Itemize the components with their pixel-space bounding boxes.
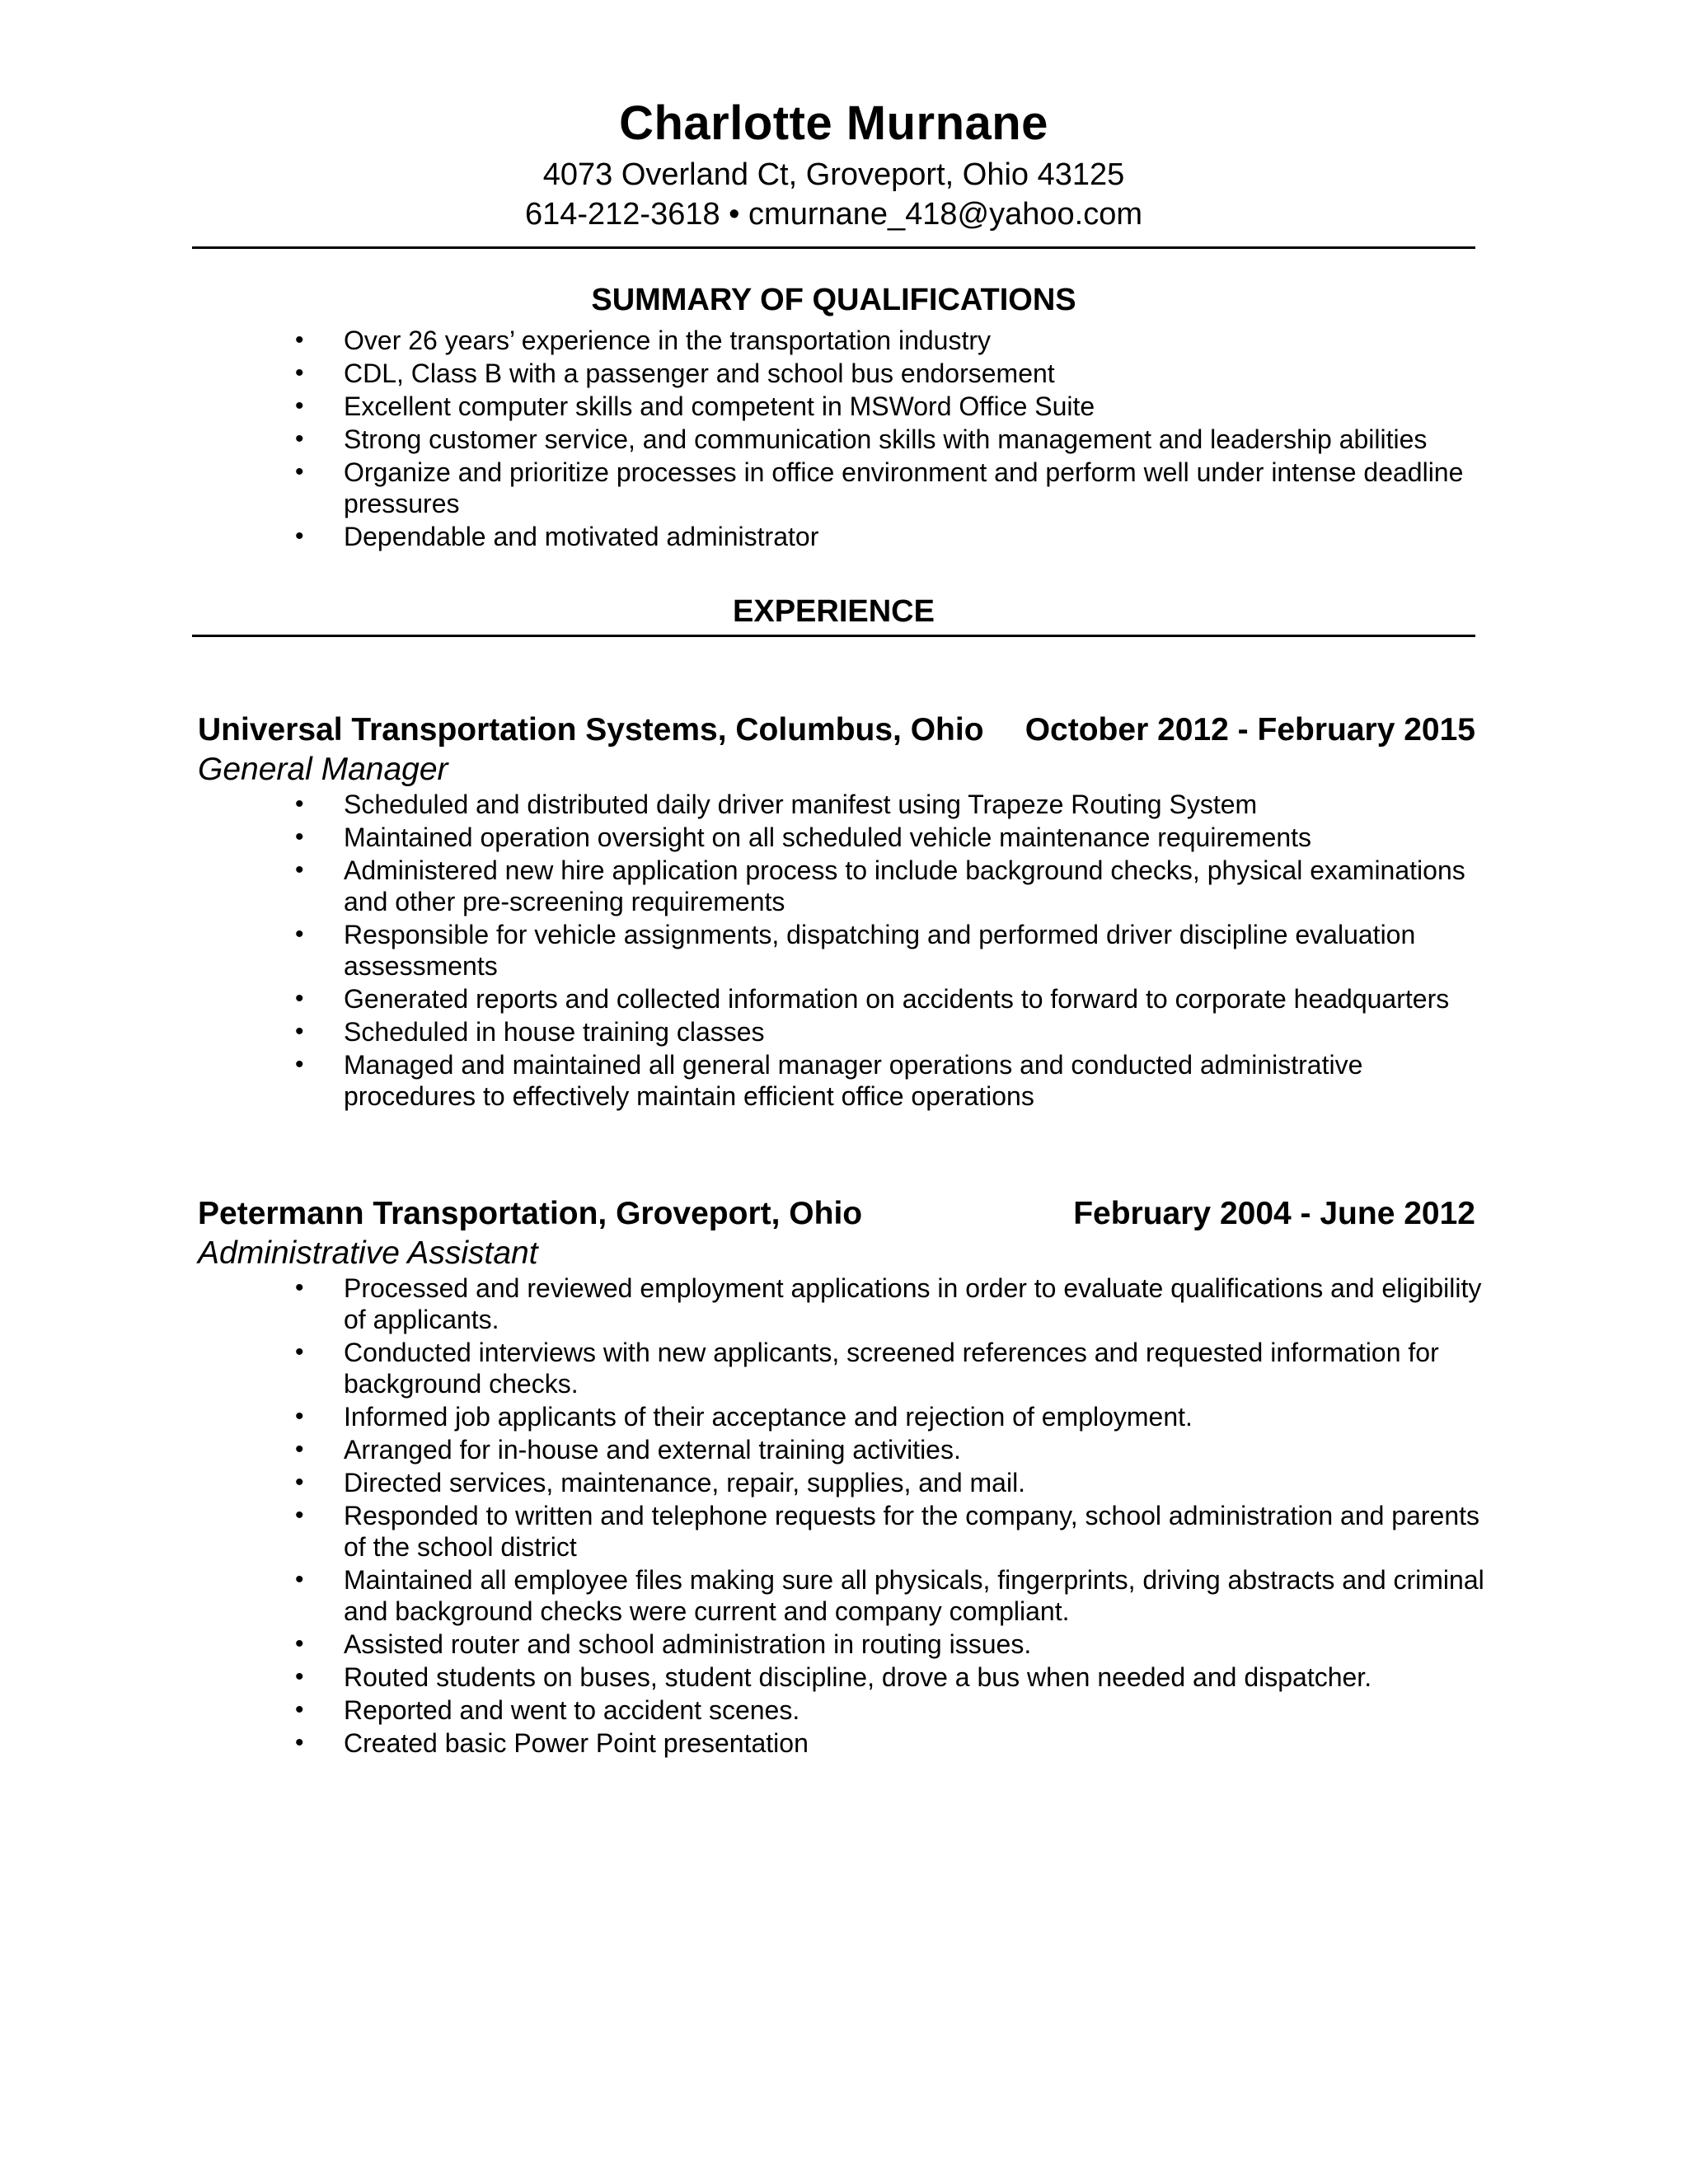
list-item [0,1564,1485,1627]
job-company: Universal Transportation Systems, Columbus, Ohio [198,712,984,748]
job-dates: October 2012 - February 2015 [1025,712,1475,748]
list-item [0,1049,1485,1112]
bullet-icon: • [295,425,304,452]
bullet-icon: • [295,1696,304,1723]
bullet-icon: • [295,1274,304,1301]
contact-line: 614-212-3618 • cmurnane_418@yahoo.com [524,197,1143,232]
bullet-icon: • [295,790,304,818]
bullet-icon: • [295,1338,304,1366]
bullet-icon: • [295,1566,304,1593]
duty-text: Conducted interviews with new applicants, screened references and requested information for background checks. [344,1338,1439,1399]
list-item [0,457,1485,519]
list-item [0,822,1485,853]
job-company: Petermann Transportation, Groveport, Ohio [198,1196,863,1231]
duty-text: Assisted router and school administration in routing issues. [344,1629,1032,1659]
duty-text: Reported and went to accident scenes. [344,1695,800,1725]
bullet-icon: • [295,523,304,550]
duty-text: Routed students on buses, student discipline, drove a bus when needed and dispatcher. [344,1662,1372,1692]
list-item [0,358,1485,389]
job-title: Administrative Assistant [198,1235,538,1271]
header-divider [192,246,1475,249]
summary-item-text: Over 26 years’ experience in the transportation industry [344,326,991,355]
summary-item-text: Dependable and motivated administrator [344,522,819,551]
summary-item-text: CDL, Class B with a passenger and school bus endorsement [344,359,1055,388]
bullet-icon: • [295,392,304,419]
candidate-name: Charlotte Murnane [619,96,1048,150]
duty-text: Processed and reviewed employment applications in order to evaluate qualifications and eligibility of applicants. [344,1273,1482,1334]
duty-text: Administered new hire application process to include background checks, physical examinations and other pre-screening requirements [344,855,1465,916]
bullet-icon: • [295,1436,304,1463]
list-item [0,1727,1485,1759]
duty-text: Maintained all employee files making sure all physicals, fingerprints, driving abstracts and criminal and background checks were current and company compliant. [344,1565,1484,1626]
bullet-icon: • [295,1502,304,1529]
list-item [0,1272,1485,1335]
job-dates: February 2004 - June 2012 [1073,1196,1475,1231]
bullet-icon: • [295,1729,304,1756]
list-item [0,1337,1485,1399]
duty-text: Scheduled in house training classes [344,1017,765,1047]
summary-item-text: Organize and prioritize processes in office environment and perform well under intense deadline pressures [344,457,1464,518]
list-item [0,1434,1485,1465]
bullet-icon: • [295,1630,304,1657]
list-item [0,1401,1485,1432]
list-item [0,789,1485,820]
bullet-icon: • [295,359,304,387]
list-item [0,325,1485,356]
experience-divider [192,635,1475,637]
resume-header [192,92,1475,234]
summary-heading: SUMMARY OF QUALIFICATIONS [591,283,1076,317]
bullet-icon: • [295,1663,304,1690]
job-header [198,1194,1475,1234]
bullet-icon: • [295,458,304,485]
summary-list [0,325,1485,554]
list-item [0,521,1485,552]
duty-text: Directed services, maintenance, repair, supplies, and mail. [344,1468,1026,1497]
bullet-icon: • [295,1403,304,1430]
duty-text: Informed job applicants of their acceptance and rejection of employment. [344,1402,1193,1432]
job-duties-list [0,789,1485,1113]
list-item [0,1467,1485,1498]
duty-text: Maintained operation oversight on all scheduled vehicle maintenance requirements [344,823,1312,852]
job-title: General Manager [198,752,448,787]
bullet-icon: • [295,823,304,851]
bullet-icon: • [295,1051,304,1078]
duty-text: Managed and maintained all general manager operations and conducted administrative procedures to effectively maintain efficient office operations [344,1050,1363,1111]
bullet-icon: • [295,856,304,883]
duty-text: Responsible for vehicle assignments, dispatching and performed driver discipline evaluation assessments [344,920,1416,981]
list-item [0,1629,1485,1660]
job-header [198,710,1475,750]
bullet-icon: • [295,1469,304,1496]
list-item [0,983,1485,1015]
list-item [0,1661,1485,1693]
list-item [0,1500,1485,1563]
bullet-icon: • [295,985,304,1012]
duty-text: Responded to written and telephone requests for the company, school administration and parents of the school district [344,1501,1480,1562]
duty-text: Arranged for in-house and external training activities. [344,1435,961,1465]
job-duties-list [0,1272,1485,1760]
summary-item-text: Excellent computer skills and competent in MSWord Office Suite [344,391,1095,421]
experience-heading: EXPERIENCE [733,594,935,629]
duty-text: Created basic Power Point presentation [344,1728,809,1758]
list-item [0,855,1485,917]
duty-text: Generated reports and collected information on accidents to forward to corporate headquarters [344,984,1450,1014]
summary-item-text: Strong customer service, and communication skills with management and leadership abilities [344,424,1428,454]
duty-text: Scheduled and distributed daily driver manifest using Trapeze Routing System [344,790,1258,819]
list-item [0,1694,1485,1726]
list-item [0,424,1485,455]
bullet-icon: • [295,326,304,354]
bullet-icon: • [295,1018,304,1045]
list-item [0,919,1485,982]
address-line: 4073 Overland Ct, Groveport, Ohio 43125 [542,157,1125,192]
bullet-icon: • [295,921,304,948]
list-item [0,1016,1485,1047]
list-item [0,391,1485,422]
